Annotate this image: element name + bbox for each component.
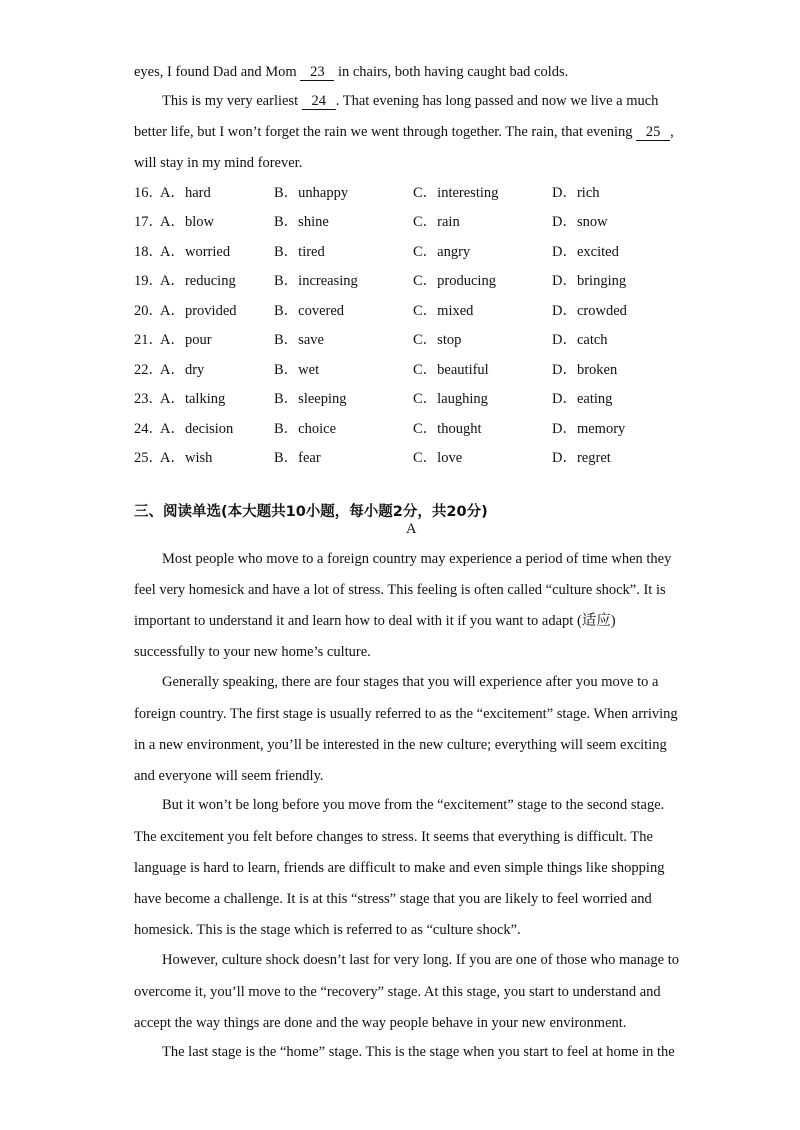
question-row (134, 271, 694, 291)
passage-line: in a new environment, you’ll be interested in the new culture; everything will seem exciting (134, 737, 667, 753)
blank-24: 24 (302, 93, 336, 110)
option-a[interactable]: A．dry (160, 362, 205, 378)
question-row (134, 419, 694, 439)
cloze-text: better life, but I won’t forget the rain we went through together. The rain, that evening (134, 124, 637, 140)
passage-line: The excitement you felt before changes to stress. It seems that everything is difficult. The (134, 829, 653, 845)
cloze-line-1 (134, 62, 568, 82)
option-b[interactable]: B．fear (274, 450, 321, 466)
cloze-text: eyes, I found Dad and Mom (134, 64, 301, 80)
option-d[interactable]: D．rich (552, 185, 600, 201)
question-number: 21． (134, 332, 163, 348)
option-d[interactable]: D．excited (552, 244, 619, 260)
passage-line: feel very homesick and have a lot of stress. This feeling is often called “culture shock”. It is (134, 582, 666, 598)
question-number: 22． (134, 362, 163, 378)
question-row (134, 330, 694, 350)
passage-line: Most people who move to a foreign country may experience a period of time when they (162, 551, 672, 567)
cloze-line-2 (162, 91, 658, 111)
option-c[interactable]: C．rain (413, 214, 460, 230)
option-d[interactable]: D．bringing (552, 273, 627, 289)
question-row (134, 242, 694, 262)
option-b[interactable]: B．save (274, 332, 324, 348)
option-a[interactable]: A．talking (160, 391, 226, 407)
passage-line: have become a challenge. It is at this “stress” stage that you are likely to feel worried and (134, 891, 652, 907)
option-a[interactable]: A．worried (160, 244, 231, 260)
passage-line: The last stage is the “home” stage. This is the stage when you start to feel at home in the (162, 1044, 675, 1060)
option-d[interactable]: D．memory (552, 421, 626, 437)
cloze-text: , (670, 124, 674, 140)
option-b[interactable]: B．covered (274, 303, 345, 319)
question-number: 19． (134, 273, 163, 289)
option-a[interactable]: A．wish (160, 450, 213, 466)
section-heading: 三、阅读单选(本大题共10小题，每小题2分，共20分) (134, 504, 488, 520)
option-d[interactable]: D．eating (552, 391, 613, 407)
option-d[interactable]: D．crowded (552, 303, 627, 319)
option-b[interactable]: B．sleeping (274, 391, 347, 407)
option-b[interactable]: B．unhappy (274, 185, 349, 201)
passage-line: language is hard to learn, friends are difficult to make and even simple things like shopping (134, 860, 665, 876)
option-c[interactable]: C．beautiful (413, 362, 489, 378)
option-c[interactable]: C．love (413, 450, 463, 466)
blank-23: 23 (300, 64, 334, 81)
question-number: 17． (134, 214, 163, 230)
passage-line: important to understand it and learn how to deal with it if you want to adapt (适应) (134, 613, 616, 629)
option-c[interactable]: C．interesting (413, 185, 499, 201)
option-a[interactable]: A．decision (160, 421, 234, 437)
option-a[interactable]: A．pour (160, 332, 212, 348)
option-a[interactable]: A．blow (160, 214, 214, 230)
option-c[interactable]: C．stop (413, 332, 462, 348)
option-b[interactable]: B．choice (274, 421, 337, 437)
option-c[interactable]: C．producing (413, 273, 496, 289)
option-d[interactable]: D．catch (552, 332, 608, 348)
passage-line: But it won’t be long before you move from the “excitement” stage to the second stage. (162, 797, 665, 813)
question-number: 20． (134, 303, 163, 319)
passage-line: overcome it, you’ll move to the “recovery” stage. At this stage, you start to understand and (134, 984, 661, 1000)
option-b[interactable]: B．increasing (274, 273, 358, 289)
option-b[interactable]: B．shine (274, 214, 329, 230)
question-row (134, 183, 694, 203)
passage-line: foreign country. The first stage is usually referred to as the “excitement” stage. When arriving (134, 706, 678, 722)
cloze-text: . That evening has long passed and now we live a much (335, 93, 659, 109)
option-a[interactable]: A．provided (160, 303, 237, 319)
cloze-text: This is my very earliest (162, 93, 302, 109)
question-row (134, 301, 694, 321)
option-b[interactable]: B．tired (274, 244, 325, 260)
option-a[interactable]: A．reducing (160, 273, 236, 289)
question-number: 23． (134, 391, 163, 407)
passage-line: homesick. This is the stage which is referred to as “culture shock”. (134, 922, 521, 938)
question-row (134, 448, 694, 468)
option-c[interactable]: C．mixed (413, 303, 474, 319)
question-row (134, 360, 694, 380)
option-a[interactable]: A．hard (160, 185, 211, 201)
cloze-line-3 (134, 122, 674, 142)
option-d[interactable]: D．broken (552, 362, 618, 378)
blank-25: 25 (636, 124, 670, 141)
question-row (134, 389, 694, 409)
question-number: 25． (134, 450, 163, 466)
option-d[interactable]: D．snow (552, 214, 608, 230)
cloze-line-4: will stay in my mind forever. (134, 155, 303, 171)
option-d[interactable]: D．regret (552, 450, 611, 466)
passage-label: A (406, 521, 417, 537)
passage-line: accept the way things are done and the way people behave in your new environment. (134, 1015, 627, 1031)
passage-line: Generally speaking, there are four stages that you will experience after you move to a (162, 674, 659, 690)
option-c[interactable]: C．thought (413, 421, 482, 437)
option-b[interactable]: B．wet (274, 362, 320, 378)
passage-line: However, culture shock doesn’t last for very long. If you are one of those who manage to (162, 952, 679, 968)
passage-line: and everyone will seem friendly. (134, 768, 324, 784)
passage-line: successfully to your new home’s culture. (134, 644, 371, 660)
question-number: 18． (134, 244, 163, 260)
option-c[interactable]: C．laughing (413, 391, 488, 407)
cloze-text: in chairs, both having caught bad colds. (334, 64, 569, 80)
question-number: 24． (134, 421, 163, 437)
question-row (134, 212, 694, 232)
question-number: 16． (134, 185, 163, 201)
option-c[interactable]: C．angry (413, 244, 471, 260)
